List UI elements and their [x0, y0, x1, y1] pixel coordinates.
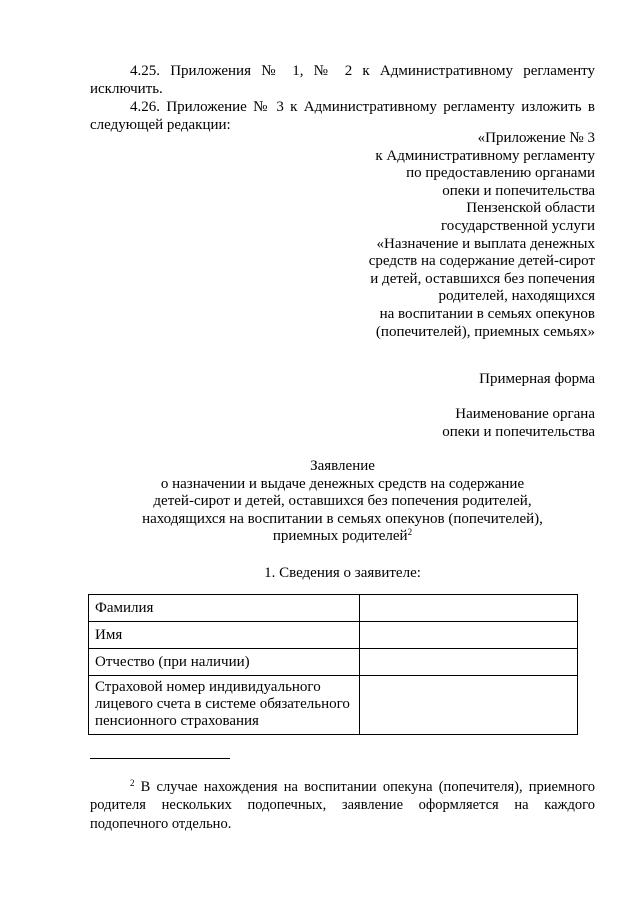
appendix-header-line: по предоставлению органами: [406, 165, 595, 182]
application-heading: [90, 458, 595, 546]
appendix-header: [295, 130, 595, 341]
application-title: Заявление: [310, 458, 375, 474]
footnote-text: В случае нахождения на воспитании опекуна (попечителя), приемного родителя нескольких подопечных, заявление оформляется на каждого подопечного отдельно.: [90, 779, 595, 832]
field-label: Отчество (при наличии): [89, 649, 360, 676]
field-label: Страховой номер индивидуального лицевого счета в системе обязательного пенсионного страхования: [89, 676, 360, 735]
field-value-cell[interactable]: [360, 595, 578, 622]
footnote-mark: 2: [130, 778, 135, 788]
footnote-reference: 2: [407, 527, 413, 538]
application-subtitle-line: о назначении и выдаче денежных средств на содержание: [160, 475, 525, 492]
form-label: Примерная форма: [479, 371, 595, 387]
footnote: [90, 778, 595, 833]
field-value-cell[interactable]: [360, 649, 578, 676]
appendix-header-line: «Приложение № 3: [477, 130, 595, 146]
item-4-25-line2: исключить.: [90, 81, 163, 97]
organ-name-line1: Наименование органа: [455, 406, 595, 422]
appendix-header-line: опеки и попечительства: [442, 182, 595, 199]
item-4-25-line1: 4.25. Приложения № 1, № 2 к Административному регламенту: [130, 63, 595, 79]
appendix-header-line: «Назначение и выплата денежных: [376, 235, 595, 252]
application-subtitle-line: [90, 528, 595, 546]
appendix-header-line: на воспитании в семьях опекунов: [379, 305, 595, 322]
appendix-header-line: Пензенской области: [466, 200, 595, 217]
table-row: [89, 622, 578, 649]
table-row: [89, 649, 578, 676]
appendix-header-line: и детей, оставшихся без попечения: [370, 270, 595, 287]
appendix-header-line: к Административному регламенту: [375, 147, 595, 164]
item-4-26-line1: 4.26. Приложение № 3 к Административному регламенту изложить в: [130, 99, 595, 115]
item-4-26-line2: следующей редакции:: [90, 117, 231, 133]
organ-name-line2: опеки и попечительства: [442, 424, 595, 440]
field-label: Имя: [89, 622, 360, 649]
table-row: [89, 595, 578, 622]
appendix-header-line: (попечителей), приемных семьях»: [375, 323, 595, 340]
applicant-info-table: [88, 594, 578, 735]
field-value-cell[interactable]: [360, 622, 578, 649]
field-value-cell[interactable]: [360, 676, 578, 735]
field-label: Фамилия: [89, 595, 360, 622]
appendix-header-line: родителей, находящихся: [438, 288, 595, 305]
table-row: [89, 676, 578, 735]
application-subtitle-line: детей-сирот и детей, оставшихся без попечения родителей,: [153, 493, 532, 510]
application-subtitle-line: находящихся на воспитании в семьях опекунов (попечителей),: [142, 510, 543, 527]
appendix-header-line: средств на содержание детей-сирот: [368, 253, 595, 270]
application-subtitle-text: приемных родителей: [272, 528, 408, 545]
section-1-title: 1. Сведения о заявителе:: [264, 565, 421, 581]
footnote-separator: [90, 758, 230, 759]
appendix-header-line: государственной услуги: [441, 217, 595, 234]
